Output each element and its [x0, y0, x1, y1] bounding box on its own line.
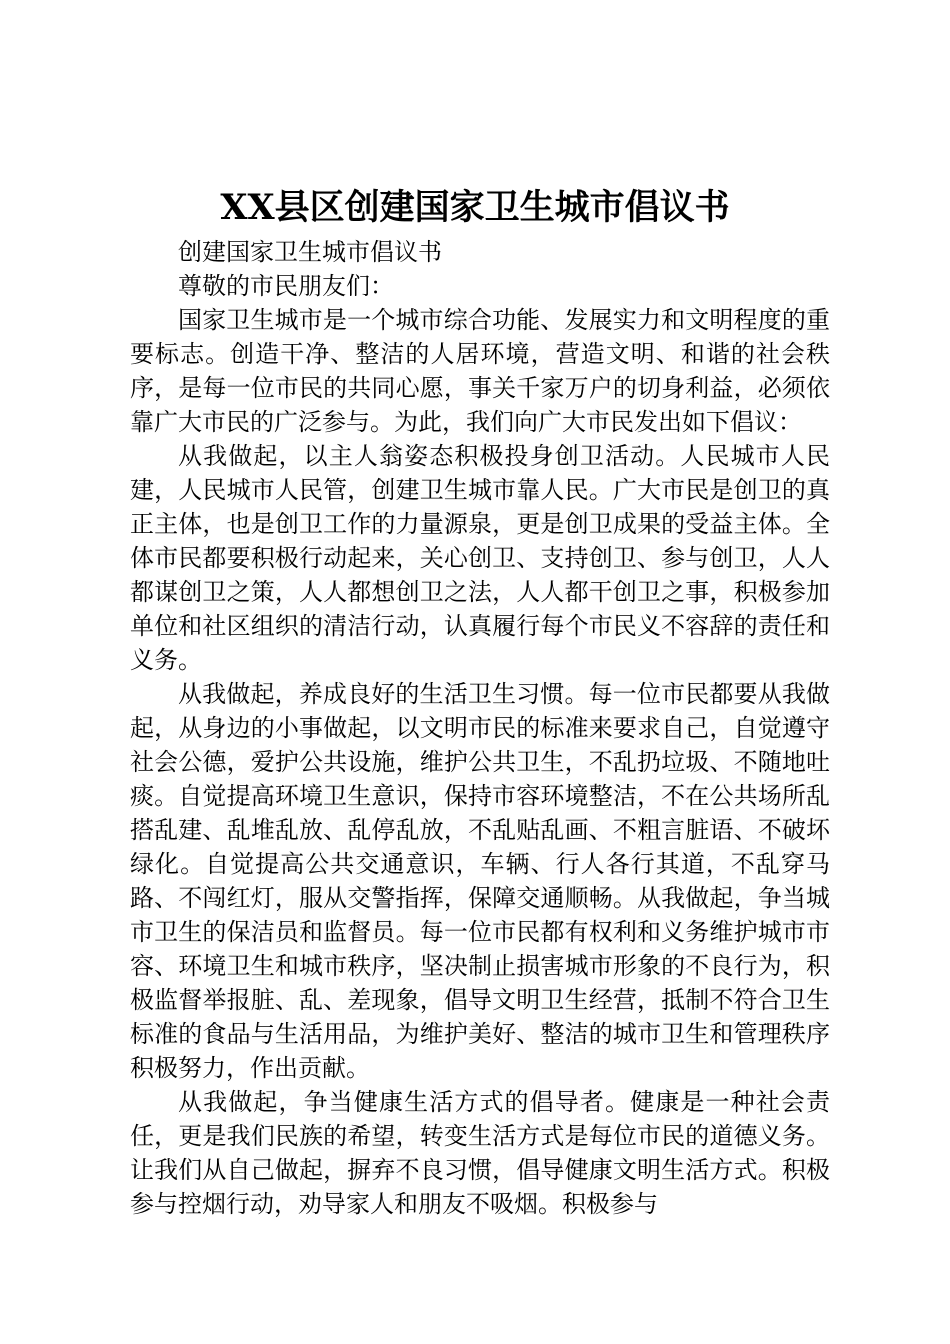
paragraph-subtitle: 创建国家卫生城市倡议书: [178, 238, 442, 266]
document-body: [130, 235, 830, 1221]
paragraph-initiative-2: 从我做起，养成良好的生活卫生习惯。每一位市民都要从我做起，从身边的小事做起，以文明市民的标准来要求自己，自觉遵守社会公德，爱护公共设施，维护公共卫生，不乱扔垃圾、不随地吐痰。自觉提高环境卫生意识，保持市容环境整洁，不在公共场所乱搭乱建、乱堆乱放、乱停乱放，不乱贴乱画、不粗言脏语、不破坏绿化。自觉提高公共交通意识，车辆、行人各行其道，不乱穿马路、不闯红灯，服从交警指挥，保障交通顺畅。从我做起，争当城市卫生的保洁员和监督员。每一位市民都有权利和义务维护城市市容、环境卫生和城市秩序，坚决制止损害城市形象的不良行为，积极监督举报脏、乱、差现象，倡导文明卫生经营，抵制不符合卫生标准的食品与生活用品，为维护美好、整洁的城市卫生和管理秩序积极努力，作出贡献。: [130, 680, 830, 1082]
paragraph-initiative-3: 从我做起，争当健康生活方式的倡导者。健康是一种社会责任，更是我们民族的希望，转变生活方式是每位市民的道德义务。让我们从自己做起，摒弃不良习惯，倡导健康文明生活方式。积极参与控烟行动，劝导家人和朋友不吸烟。积极参与: [130, 1088, 830, 1218]
paragraph-salutation: 尊敬的市民朋友们：: [178, 272, 394, 300]
paragraph-initiative-1: 从我做起，以主人翁姿态积极投身创卫活动。人民城市人民建，人民城市人民管，创建卫生城市靠人民。广大市民是创卫的真正主体，也是创卫工作的力量源泉，更是创卫成果的受益主体。全体市民都要积极行动起来，关心创卫、支持创卫、参与创卫，人人都谋创卫之策，人人都想创卫之法，人人都干创卫之事，积极参加单位和社区组织的清洁行动，认真履行每个市民义不容辞的责任和义务。: [130, 442, 830, 674]
document-title: XX县区创建国家卫生城市倡议书: [220, 187, 730, 228]
paragraph-intro: 国家卫生城市是一个城市综合功能、发展实力和文明程度的重要标志。创造干净、整洁的人居环境，营造文明、和谐的社会秩序，是每一位市民的共同心愿，事关千家万户的切身利益，必须依靠广大市民的广泛参与。为此，我们向广大市民发出如下倡议：: [130, 306, 830, 436]
